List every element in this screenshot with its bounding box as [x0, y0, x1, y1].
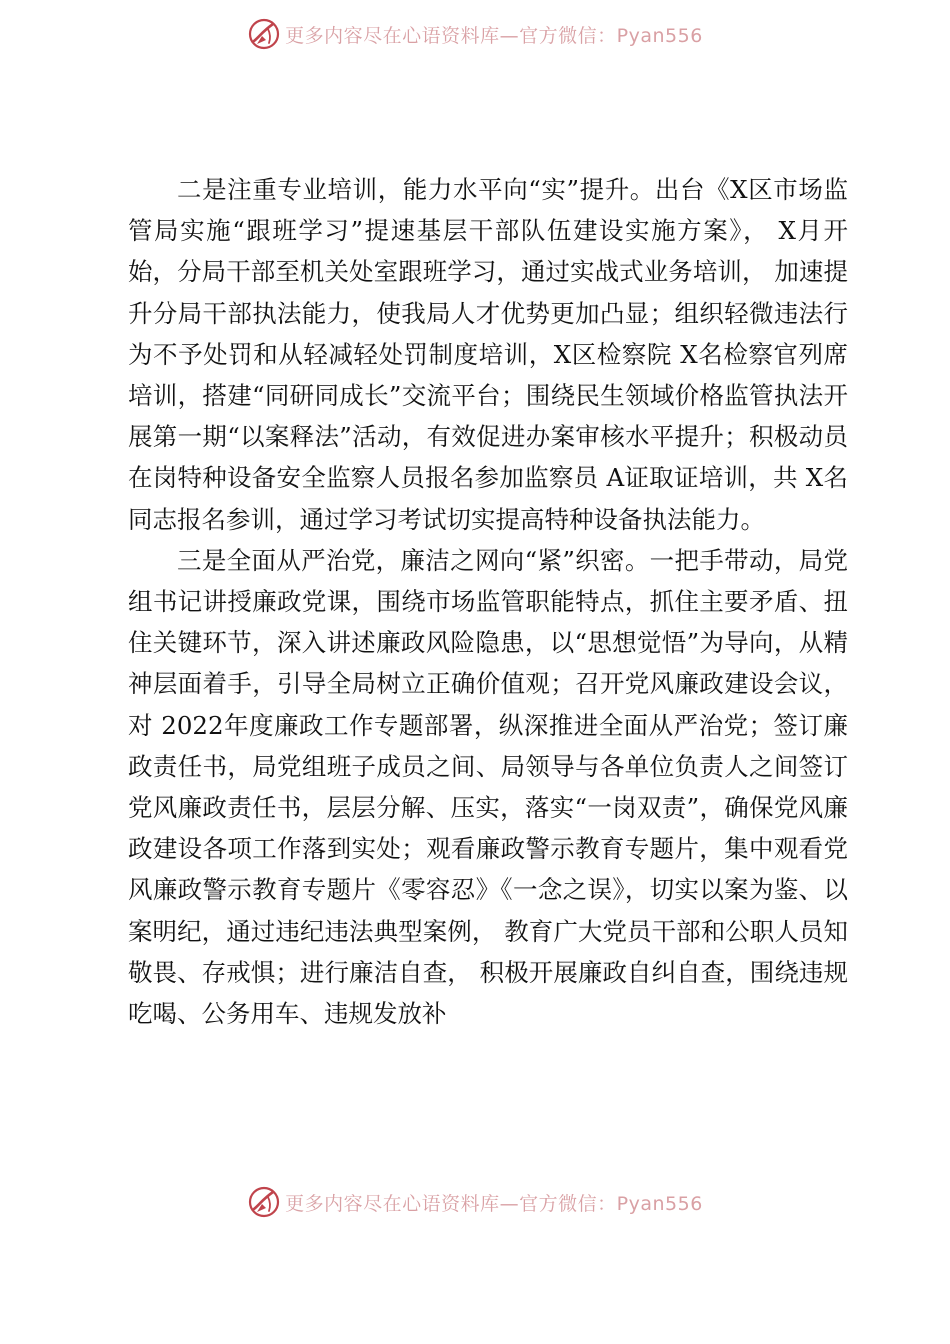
paragraph-training: 二是注重专业培训，能力水平向“实”提升。出台《X区市场监管局实施“跟班学习”提速基层干部队伍建设实施方案》， X月开始，分局干部至机关处室跟班学习，通过实战式业务培训， 加速提升分局干部执法能力，使我局人才优势更加凸显；组织轻微违法行为不予处罚和从轻减轻处罚制度培训，X区检察院 X名检察官列席培训，搭建“同研同成长”交流平台；围绕民生领域价格监管执法开展第一期“以案释法”活动，有效促进办案审核水平提升；积极动员在岗特种设备安全监察人员报名参加监察员 A证取证培训，共 X名同志报名参训，通过学习考试切实提高特种设备执法能力。 [128, 175, 848, 534]
header-watermark-text: 更多内容尽在心语资料库—官方微信：Pyan556 [285, 24, 703, 47]
paragraph-party-discipline: 三是全面从严治党，廉洁之网向“紧”织密。一把手带动，局党组书记讲授廉政党课，围绕市场监管职能特点，抓住主要矛盾、扭住关键环节，深入讲述廉政风险隐患，以“思想觉悟”为导向，从精神层面着手，引导全局树立正确价值观；召开党风廉政建设会议，对 2022年度廉政工作专题部署，纵深推进全面从严治党；签订廉政责任书，局党组班子成员之间、局领导与各单位负责人之间签订党风廉政责任书，层层分解、压实，落实“一岗双责”，确保党风廉政建设各项工作落到实处；观看廉政警示教育专题片，集中观看党风廉政警示教育专题片《零容忍》《一念之误》，切实以案为鉴、以案明纪，通过违纪违法典型案例， 教育广大党员干部和公职人员知敬畏、存戒惧；进行廉洁自查， 积极开展廉政自纠自查，围绕违规吃喝、公务用车、违规发放补 [128, 545, 848, 1029]
footer-watermark [0, 1180, 950, 1224]
pen-emblem-icon [247, 1185, 281, 1219]
pen-emblem-icon [247, 17, 281, 51]
header-watermark [0, 12, 950, 56]
footer-watermark-text: 更多内容尽在心语资料库—官方微信：Pyan556 [285, 1192, 703, 1215]
document-body [128, 169, 848, 1034]
